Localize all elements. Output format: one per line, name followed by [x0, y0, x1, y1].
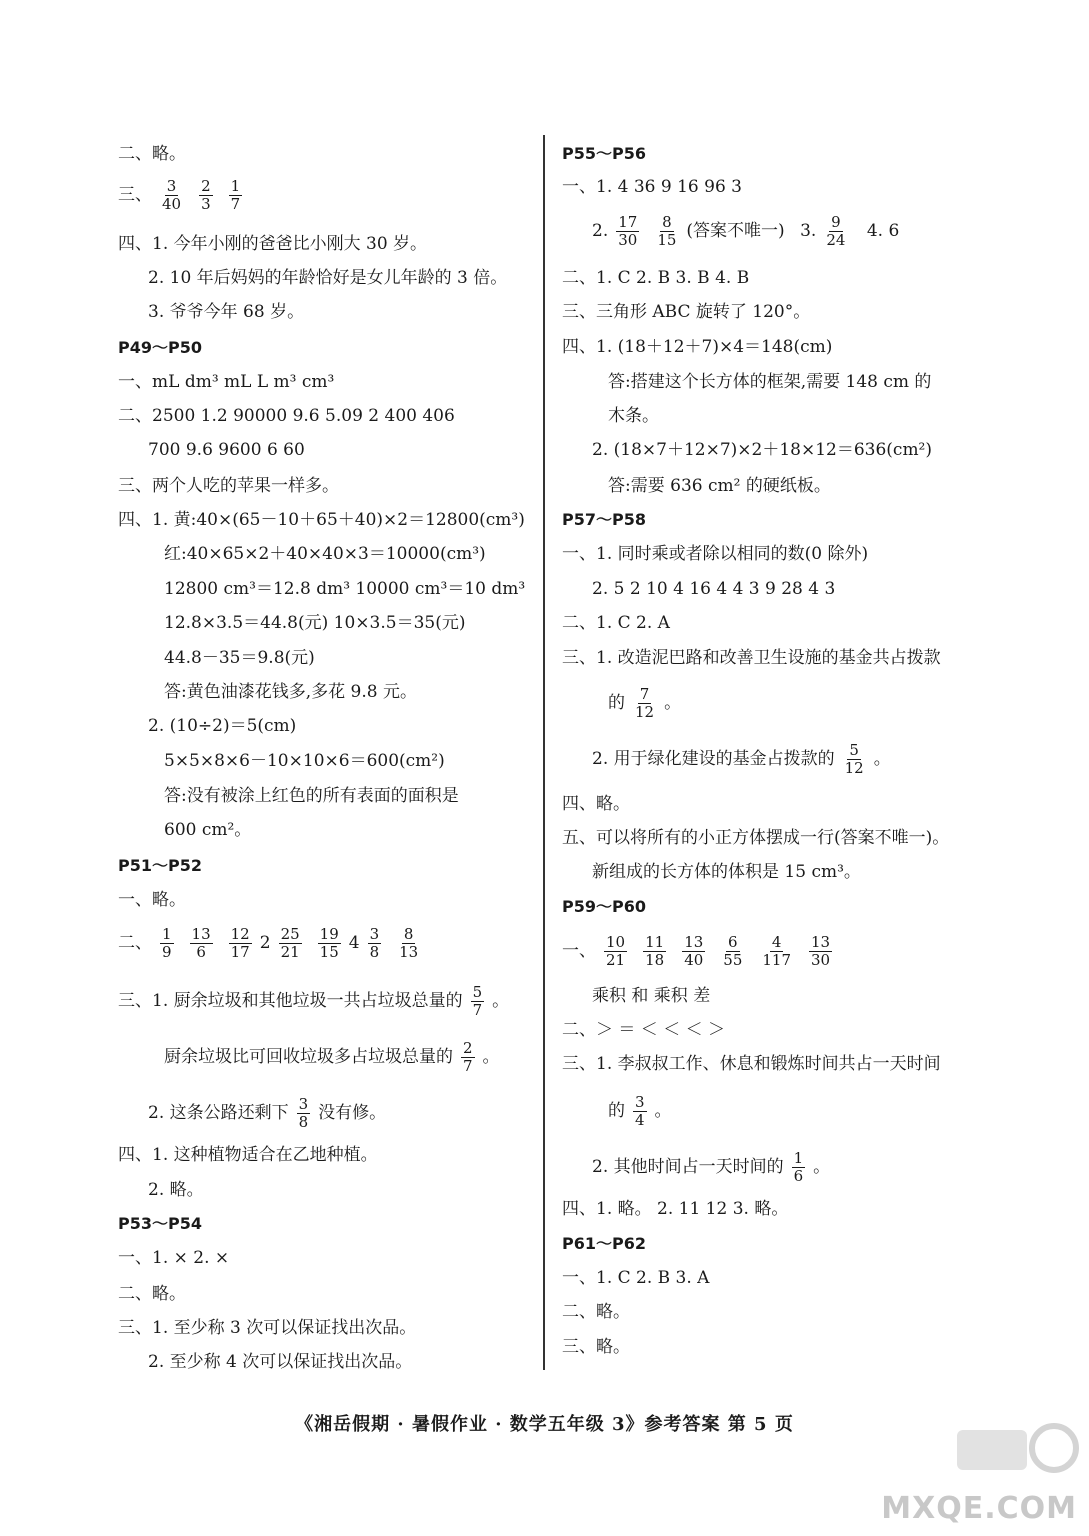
fraction-denominator: 8: [298, 1113, 309, 1131]
answer-line: 新组成的长方体的体积是 15 cm³。: [592, 862, 861, 882]
fraction-numerator: 2: [201, 177, 211, 195]
fraction-numerator: 25: [280, 925, 300, 943]
answer-line: 四、1. 今年小刚的爸爸比小刚大 30 岁。: [118, 234, 428, 254]
page-range-heading: P61～P62: [562, 1234, 646, 1253]
answer-line: 二、2500 1.2 90000 9.6 5.09 2 400 406: [118, 406, 455, 426]
fraction-denominator: 12: [635, 703, 655, 721]
page-range-heading: P53～P54: [118, 1214, 202, 1233]
column-divider: [543, 135, 545, 1370]
answer-line: 二、略。: [118, 144, 186, 164]
fraction: [229, 178, 243, 213]
fraction: [471, 984, 485, 1019]
answer-line: 二、略。: [118, 1284, 186, 1304]
fraction-numerator: 9: [831, 213, 841, 231]
fraction-numerator: 13: [684, 933, 704, 951]
answer-line: 答:搭建这个长方体的框架,需要 148 cm 的: [608, 372, 932, 392]
answer-line: 四、1. 略。 2. 11 12 3. 略。: [562, 1199, 789, 1219]
fraction-denominator: 6: [196, 943, 206, 961]
fraction: [604, 934, 627, 969]
fraction-denominator: 3: [201, 195, 211, 213]
fraction-answer-line: 2. $\frac{17}{30}$ $\frac{8}{15}$ (答案不唯一) 3. $\frac{9}{24}$ 4. 6: [592, 213, 900, 249]
fraction: [682, 934, 705, 969]
answer-line: 答:没有被涂上红色的所有表面的面积是: [164, 786, 459, 806]
fraction: [843, 742, 866, 777]
answer-line: 五、可以将所有的小正方体摆成一行(答案不唯一)。: [562, 828, 950, 848]
fraction-numerator: 8: [403, 925, 414, 943]
answer-line: 四、1. 这种植物适合在乙地种植。: [118, 1145, 378, 1165]
fraction-numerator: 11: [645, 933, 665, 951]
fraction: [616, 214, 639, 249]
fraction: [199, 178, 213, 213]
fraction-numerator: 10: [606, 933, 626, 951]
answer-line: 红:40×65×2＋40×40×3＝10000(cm³): [164, 544, 486, 564]
fraction-denominator: 13: [399, 943, 419, 961]
fraction: [721, 934, 744, 969]
page-range-heading: P49～P50: [118, 338, 202, 357]
fraction-answer-line: 一、 $\frac{10}{21}$ $\frac{11}{18}$ $\frac{13}{40}$ $\frac{6}{55}$ $\frac{4}{117}$ $\frac{13}{30}$: [562, 933, 831, 969]
fraction-numerator: 5: [849, 741, 859, 759]
fraction-denominator: 4: [635, 1111, 645, 1129]
fraction: [792, 1150, 806, 1185]
fraction-denominator: 7: [472, 1001, 483, 1019]
fraction-numerator: 5: [472, 983, 483, 1001]
fraction: [809, 934, 832, 969]
answer-line: 三、1. 至少称 3 次可以保证找出次品。: [118, 1318, 417, 1338]
page-range-heading: P57～P58: [562, 510, 646, 529]
fraction: [461, 1040, 475, 1075]
fraction-answer-line: 的 $\frac{7}{12}$ 。: [608, 685, 682, 721]
fraction: [397, 926, 420, 961]
fraction-denominator: 117: [762, 951, 792, 969]
fraction-numerator: 3: [635, 1093, 645, 1111]
fraction-numerator: 6: [728, 933, 738, 951]
fraction: [760, 934, 793, 969]
fraction: [160, 178, 183, 213]
fraction: [655, 214, 678, 249]
answer-line: 答:黄色油漆花钱多,多花 9.8 元。: [164, 682, 417, 702]
answer-line: 二、1. C 2. B 3. B 4. B: [562, 268, 750, 288]
page-range-heading: P59～P60: [562, 897, 646, 916]
fraction: [279, 926, 302, 961]
answer-line: 三、三角形 ABC 旋转了 120°。: [562, 302, 811, 322]
fraction: [318, 926, 341, 961]
fraction: [229, 926, 252, 961]
answer-line: 乘积 和 乘积 差: [592, 986, 711, 1006]
fraction: [643, 934, 666, 969]
answer-line: 一、1. 4 36 9 16 96 3: [562, 177, 742, 197]
answer-line: 3. 爷爷今年 68 岁。: [148, 302, 305, 322]
answer-line: 二、＞ ＝ ＜ ＜ ＜ ＞: [562, 1020, 726, 1040]
answer-line: 木条。: [608, 406, 659, 426]
fraction: [297, 1096, 311, 1131]
answer-line: 二、1. C 2. A: [562, 613, 670, 633]
watermark-text: MXQE.COM: [881, 1491, 1077, 1526]
answer-line: 2. (18×7＋12×7)×2＋18×12＝636(cm²): [592, 440, 933, 460]
fraction-denominator: 9: [162, 943, 172, 961]
answer-line: 答:需要 636 cm² 的硬纸板。: [608, 476, 831, 496]
answer-line: 一、1. × 2. ×: [118, 1248, 230, 1268]
answer-line: 四、1. (18＋12＋7)×4＝148(cm): [562, 337, 833, 357]
fraction-denominator: 24: [826, 231, 846, 249]
fraction-denominator: 12: [844, 759, 864, 777]
fraction-answer-line: 三、1. 厨余垃圾和其他垃圾一共占垃圾总量的 $\frac{5}{7}$ 。: [118, 983, 510, 1019]
fraction-numerator: 7: [639, 685, 650, 703]
answer-line: 2. (10÷2)＝5(cm): [148, 716, 297, 736]
answer-line: 一、1. 同时乘或者除以相同的数(0 除外): [562, 544, 869, 564]
fraction-numerator: 2: [463, 1039, 473, 1057]
fraction-answer-line: 三、 $\frac{3}{40}$ $\frac{2}{3}$ $\frac{1}{7}$: [118, 178, 250, 213]
fraction-denominator: 21: [280, 943, 300, 961]
fraction-answer-line: 二、 $\frac{1}{9}$ $\frac{13}{6}$ $\frac{12}{17}$ 2 $\frac{25}{21}$ $\frac{19}{15}$ 4 $\frac{3}{8}$ $\frac{8}{13}$: [118, 925, 419, 961]
answer-line: 三、1. 改造泥巴路和改善卫生设施的基金共占拨款: [562, 648, 941, 668]
fraction: [160, 926, 174, 961]
fraction: [824, 214, 847, 249]
answer-line: 600 cm²。: [164, 820, 252, 840]
fraction-denominator: 17: [230, 943, 250, 961]
fraction-numerator: 1: [230, 177, 241, 195]
answer-line: 三、两个人吃的苹果一样多。: [118, 476, 339, 496]
answer-line: 700 9.6 9600 6 60: [148, 440, 305, 460]
answer-line: 12800 cm³＝12.8 dm³ 10000 cm³＝10 dm³: [164, 579, 526, 599]
answer-line: 2. 至少称 4 次可以保证找出次品。: [148, 1352, 413, 1372]
fraction: [633, 1094, 647, 1129]
fraction-answer-line: 2. 这条公路还剩下 $\frac{3}{8}$ 没有修。: [148, 1095, 387, 1131]
fraction-numerator: 17: [618, 213, 638, 231]
fraction-denominator: 6: [793, 1167, 804, 1185]
fraction-denominator: 8: [369, 943, 380, 961]
fraction-denominator: 15: [319, 943, 339, 961]
fraction-denominator: 18: [645, 951, 665, 969]
fraction: [190, 926, 213, 961]
fraction-denominator: 21: [606, 951, 626, 969]
fraction: [633, 686, 656, 721]
fraction: [368, 926, 382, 961]
fraction-numerator: 13: [811, 933, 831, 951]
fraction-numerator: 1: [162, 925, 172, 943]
answer-line: 三、略。: [562, 1337, 630, 1357]
answer-line: 44.8－35＝9.8(元): [164, 648, 315, 668]
fraction-numerator: 1: [793, 1149, 804, 1167]
fraction-answer-line: 2. 用于绿化建设的基金占拨款的 $\frac{5}{12}$ 。: [592, 741, 891, 777]
fraction-numerator: 13: [191, 925, 211, 943]
fraction-denominator: 30: [618, 231, 638, 249]
fraction-numerator: 3: [166, 177, 177, 195]
answer-line: 二、略。: [562, 1302, 630, 1322]
fraction-denominator: 40: [684, 951, 704, 969]
fraction-denominator: 40: [162, 195, 182, 213]
answer-line: 一、略。: [118, 890, 186, 910]
fraction-numerator: 3: [298, 1095, 309, 1113]
fraction-answer-line: 2. 其他时间占一天时间的 $\frac{1}{6}$ 。: [592, 1149, 831, 1185]
fraction-answer-line: 厨余垃圾比可回收垃圾多占垃圾总量的 $\frac{2}{7}$ 。: [164, 1039, 500, 1075]
answer-line: 2. 10 年后妈妈的年龄恰好是女儿年龄的 3 倍。: [148, 268, 508, 288]
page-range-heading: P55～P56: [562, 144, 646, 163]
answer-line: 2. 略。: [148, 1180, 204, 1200]
fraction-denominator: 55: [723, 951, 743, 969]
fraction-denominator: 30: [811, 951, 831, 969]
page-range-heading: P51～P52: [118, 856, 202, 875]
answer-line: 12.8×3.5＝44.8(元) 10×3.5＝35(元): [164, 613, 466, 633]
page-footer: 《湘岳假期 · 暑假作业 · 数学五年级 3》参考答案 第 5 页: [295, 1414, 794, 1435]
answer-line: 5×5×8×6－10×10×6＝600(cm²): [164, 751, 445, 771]
fraction-numerator: 3: [369, 925, 380, 943]
fraction-denominator: 7: [463, 1057, 473, 1075]
answer-line: 一、1. C 2. B 3. A: [562, 1268, 710, 1288]
fraction-denominator: 15: [657, 231, 677, 249]
fraction-numerator: 8: [662, 213, 672, 231]
answer-line: 2. 5 2 10 4 16 4 4 3 9 28 4 3: [592, 579, 836, 599]
fraction-answer-line: 的 $\frac{3}{4}$ 。: [608, 1093, 672, 1129]
fraction-denominator: 7: [230, 195, 241, 213]
fraction-numerator: 4: [771, 933, 782, 951]
fraction-numerator: 19: [319, 925, 339, 943]
answer-line: 三、1. 李叔叔工作、休息和锻炼时间共占一天时间: [562, 1054, 941, 1074]
answer-line: 四、1. 黄:40×(65－10＋65＋40)×2＝12800(cm³): [118, 510, 525, 530]
answer-line: 四、略。: [562, 794, 630, 814]
fraction-numerator: 12: [230, 925, 250, 943]
answer-line: 一、mL dm³ mL L m³ cm³: [118, 372, 335, 392]
